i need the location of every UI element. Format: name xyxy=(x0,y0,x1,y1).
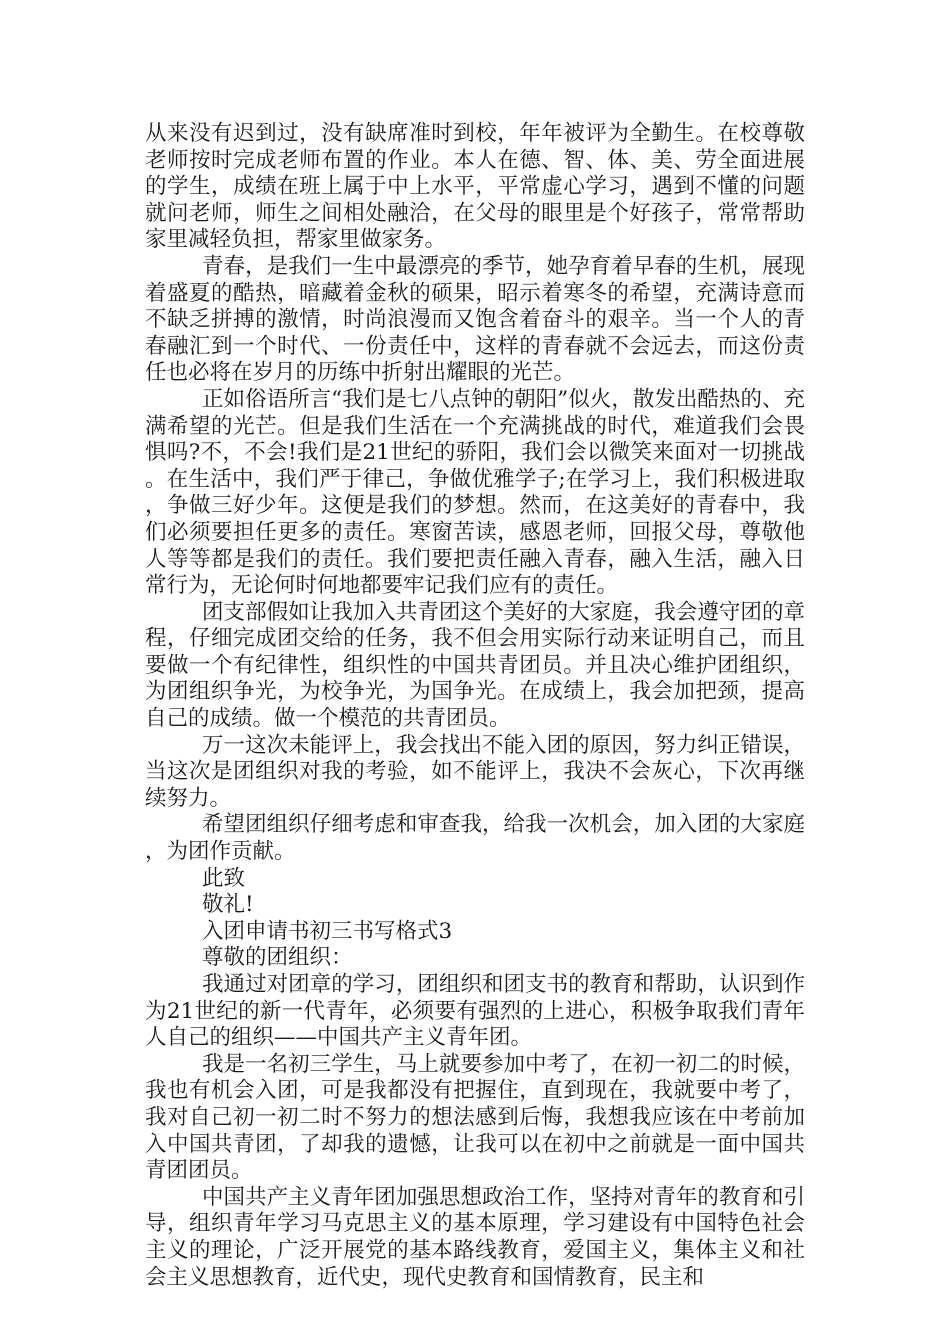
document-body xyxy=(145,121,805,1291)
paragraph-grade-three: 我是一名初三学生，马上就要参加中考了，在初一初二的时候，我也有机会入团，可是我都没有把握住，直到现在，我就要中考了，我对自己初一初二时不努力的想法感到后悔，我想我应该在中考前加入中国共青团，了却我的遗憾，让我可以在初中之前就是一面中国共青团团员。 xyxy=(145,1051,805,1184)
paragraph-league-promise: 团支部假如让我加入共青团这个美好的大家庭，我会遵守团的章程，仔细完成团交给的任务，我不但会用实际行动来证明自己，而且要做一个有纪律性，组织性的中国共青团员。并且决心维护团组织，为团组织争光，为校争光，为国争光。在成绩上，我会加把颈，提高自己的成绩。做一个模范的共青团员。 xyxy=(145,599,805,732)
closing-salutation: 此致 xyxy=(202,865,246,891)
paragraph-study-charter: 我通过对团章的学习，团组织和团支书的教育和帮助，认识到作为21世纪的新一代青年，必须要有强烈的上进心，积极争取我们青年人自己的组织——中国共产主义青年团。 xyxy=(145,972,805,1051)
letter-greeting: 尊敬的团组织： xyxy=(202,945,353,971)
paragraph-if-not-selected: 万一这次未能评上，我会找出不能入团的原因，努力纠正错误，当这次是团组织对我的考验，如不能评上，我决不会灰心，下次再继续努力。 xyxy=(145,732,805,811)
paragraph-youth: 青春，是我们一生中最漂亮的季节，她孕育着早春的生机，展现着盛夏的酷热，暗藏着金秋的硕果，昭示着寒冬的希望，充满诗意而不缺乏拼搏的激情，时尚浪漫而又饱含着奋斗的艰辛。当一个人的青春融汇到一个时代、一份责任中，这样的青春就不会远去，而这份责任也必将在岁月的历练中折射出耀眼的光芒。 xyxy=(145,253,805,386)
closing-respect: 敬礼! xyxy=(202,892,254,918)
paragraph-league-work: 中国共产主义青年团加强思想政治工作，坚持对青年的教育和引导，组织青年学习马克思主义的基本原理，学习建设有中国特色社会主义的理论，广泛开展党的基本路线教育，爱国主义，集体主义和社会主义思想教育，近代史，现代史教育和国情教育，民主和 xyxy=(145,1184,805,1290)
section-title: 入团申请书初三书写格式3 xyxy=(202,918,453,944)
paragraph-morning-sun: 正如俗语所言“我们是七八点钟的朝阳”似火，散发出酷热的、充满希望的光芒。但是我们生活在一个充满挑战的时代，难道我们会畏惧吗?不，不会!我们是21世纪的骄阳，我们会以微笑来面对一切挑战。在生活中，我们严于律己，争做优雅学子;在学习上，我们积极进取，争做三好少年。这便是我们的梦想。然而，在这美好的青春中，我们必须要担任更多的责任。寒窗苦读，感恩老师，回报父母，尊敬他人等等都是我们的责任。我们要把责任融入青春，融入生活，融入日常行为，无论何时何地都要牢记我们应有的责任。 xyxy=(145,386,805,599)
paragraph-hope: 希望团组织仔细考虑和审查我，给我一次机会，加入团的大家庭，为团作贡献。 xyxy=(145,812,805,865)
paragraph-attendance: 从来没有迟到过，没有缺席准时到校，年年被评为全勤生。在校尊敬老师按时完成老师布置的作业。本人在德、智、体、美、劳全面进展的学生，成绩在班上属于中上水平，平常虚心学习，遇到不懂的问题就问老师，师生之间相处融洽，在父母的眼里是个好孩子，常常帮助家里减轻负担，帮家里做家务。 xyxy=(145,121,805,253)
